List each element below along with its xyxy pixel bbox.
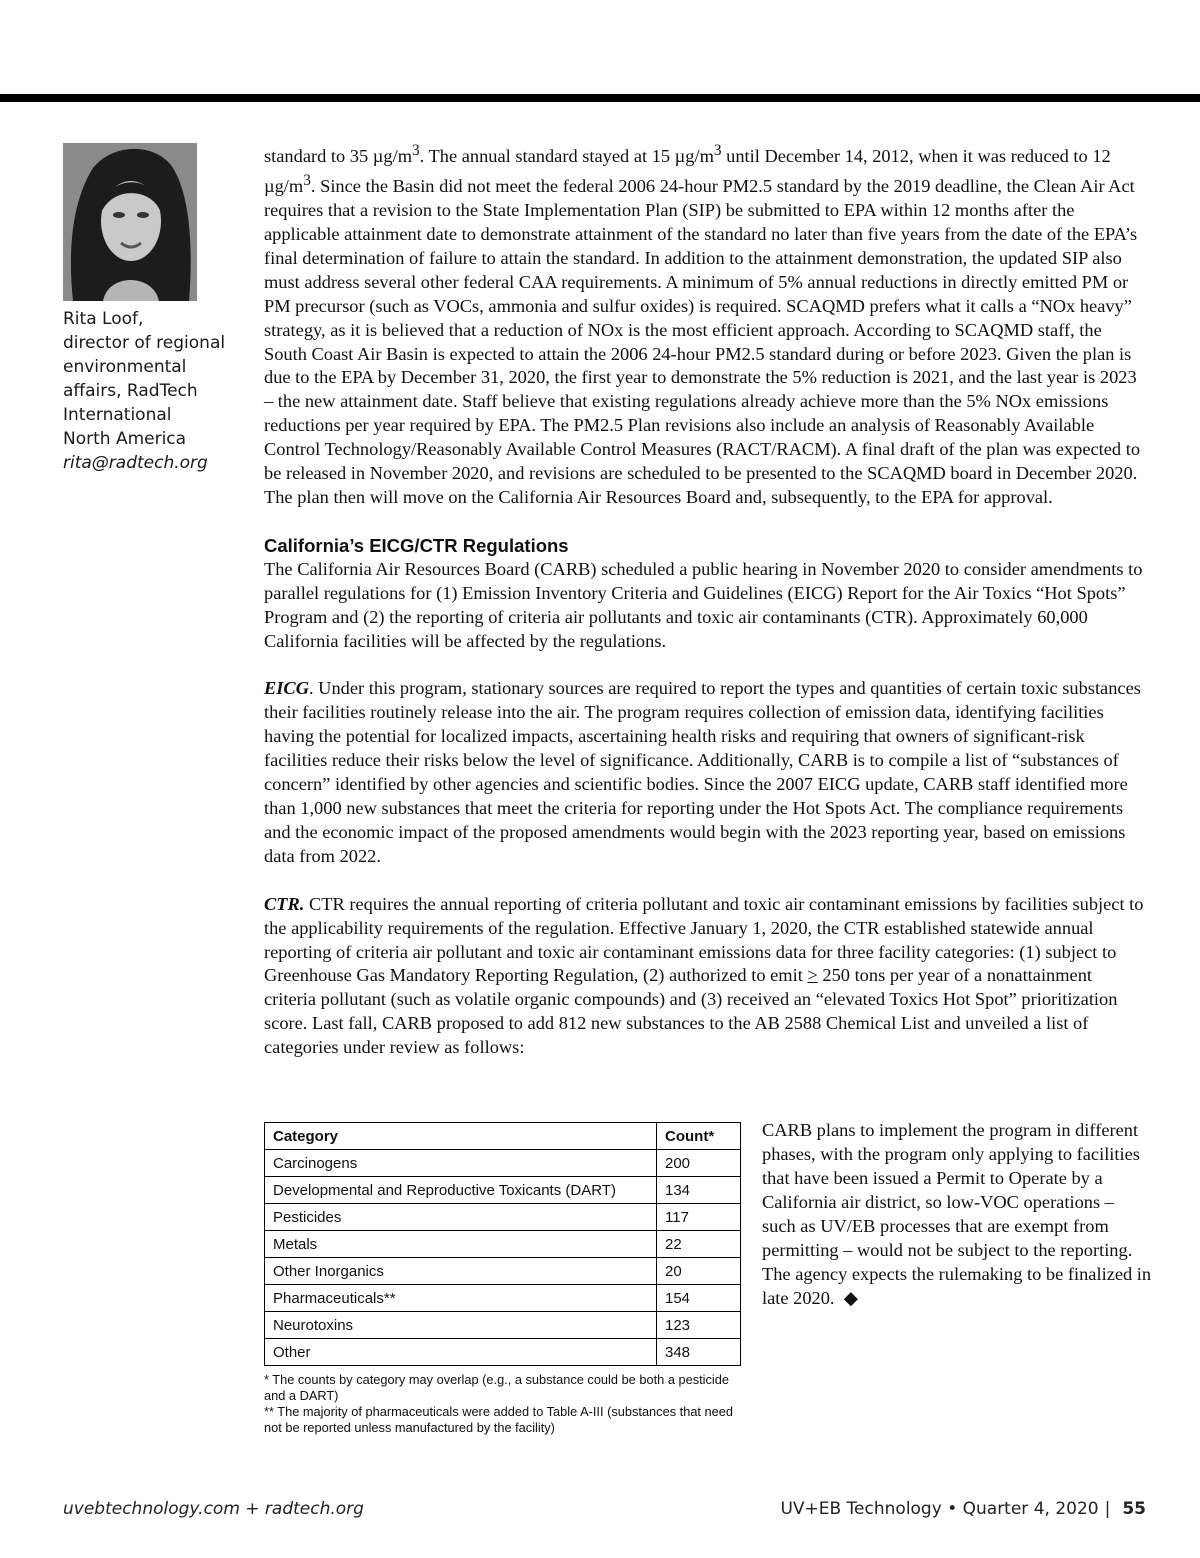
table-header-count: Count* [657, 1123, 741, 1150]
eicg-label: EICG [264, 678, 309, 699]
author-title-line: affairs, RadTech [63, 381, 198, 401]
categories-table [264, 1122, 741, 1366]
section-heading: California’s EICG/CTR Regulations [264, 534, 569, 556]
table-row: Carcinogens 200 [265, 1150, 741, 1177]
author-title-line: North America [63, 429, 187, 449]
table-header-row [265, 1123, 741, 1150]
eicg-paragraph: EICG. Under this program, stationary sources are required to report the types and quantities of certain toxic substances their facilities routinely release into the air. The program requires collection of emission data, identifying facilities having the potential for localized impacts, ascertaining health risks and requiring that owners of significant-risk facilities reduce their risks below the level of significance. Additionally, CARB is to compile a list of “substances of concern” identified by other agencies and scientific bodies. Since the 2007 EICG update, CARB staff identified more than 1,000 new substances that meet the criteria for reporting under the Hot Spots Act. The compliance requirements and the economic impact of the proposed amendments would begin with the 2023 reporting year, based on emissions data from 2022. [264, 678, 1141, 866]
table-row: Pesticides 117 [265, 1204, 741, 1231]
author-sidebar [63, 143, 243, 475]
table-row: Other 348 [265, 1339, 741, 1366]
table-row: Neurotoxins 123 [265, 1312, 741, 1339]
end-diamond-icon: ◆ [843, 1288, 858, 1308]
ctr-paragraph: CTR. CTR requires the annual reporting of criteria pollutant and toxic air contaminant emissions by facilities subject to the applicability requirements of the regulation. Effective January 1, 2020, the CTR established statewide annual reporting of criteria air pollutant and toxic air contaminant emissions data for three facility categories: (1) subject to Greenhouse Gas Mandatory Reporting Regulation, (2) authorized to emit > 250 tons per year of a nonattainment criteria pollutant (such as volatile organic compounds) and (3) received an “elevated Toxics Hot Spot” prioritization score. Last fall, CARB proposed to add 812 new substances to the AB 2588 Chemical List and unveiled a list of categories under review as follows: [264, 893, 1144, 1058]
author-title-line: environmental [63, 357, 187, 377]
footer-websites: uvebtechnology.com + radtech.org [63, 1499, 364, 1519]
page-number: 55 [1122, 1499, 1146, 1519]
author-title-line: director of regional [63, 333, 226, 353]
footer-publication: UV+EB Technology • Quarter 4, 2020 | 55 [780, 1499, 1146, 1519]
closing-paragraph: CARB plans to implement the program in different phases, with the program only applying to facilities that have been issued a Permit to Operate by a California air district, so low-VOC operations – such as UV/EB processes that are exempt from permitting – would not be subject to the reporting. The agency expects the rulemaking to be finalized in late 2020. ◆ [762, 1120, 1152, 1308]
table-footnote: * The counts by category may overlap (e.g., a substance could be both a pesticide and a DART) ** The majority of pharmaceuticals were added to Table A-III (substances that need not be reported unless manufactured by the facility) [264, 1372, 734, 1435]
ctr-label: CTR. [264, 893, 305, 914]
author-email-link[interactable]: rita@radtech.org [63, 453, 208, 473]
intro-paragraph: standard to 35 $\mu g/m^3$. The annual standard stayed at 15 $\mu g/m^3$ until December 14, 2012, when it was reduced to 12 $\mu g/m^3$. Since the Basin did not meet the federal 2006 24-hour PM2.5 standard by the 2019 deadline, the Clean Air Act requires that a revision to the State Implementation Plan (SIP) be submitted to EPA within 12 months after the applicable attainment date to demonstrate attainment of the standard no later than five years from the date of the EPA’s final determination of failure to attain the standard. In addition to the attainment demonstration, the updated SIP also must address several other federal CAA requirements. A minimum of 5% annual reductions in directly emitted PM or PM precursor (such as VOCs, ammonia and sulfur oxides) is required. SCAQMD prefers what it calls a “NOx heavy” strategy, as it is believed that a reduction of NOx is the most efficient approach. According to SCAQMD staff, the South Coast Air Basin is expected to attain the 2006 24-hour PM2.5 standard during or before 2023. Given the plan is due to the EPA by December 31, 2020, the first year to demonstrate the 5% reduction is 2021, and the last year is 2023 – the new attainment date. Staff believe that existing regulations already achieve more than the 5% NOx emissions reductions per year required by EPA. The PM2.5 Plan revisions also include an analysis of Reasonably Available Control Technology/Reasonably Available Control Measures (RACT/RACM). A final draft of the plan was expected to be released in November 2020, and revisions are scheduled to be presented to the SCAQMD board in December 2020. The plan then will move on the California Air Resources Board and, subsequently, to the EPA for approval. [264, 142, 1141, 507]
author-title-line: International [63, 405, 172, 425]
article-body [264, 139, 1148, 1060]
table-header-category: Category [265, 1123, 657, 1150]
table-row: Developmental and Reproductive Toxicants (DART) 134 [265, 1177, 741, 1204]
categories-table-block [264, 1122, 741, 1436]
author-name: Rita Loof, [63, 309, 144, 329]
table-row: Pharmaceuticals** 154 [265, 1285, 741, 1312]
section-paragraph: The California Air Resources Board (CARB) scheduled a public hearing in November 2020 to consider amendments to parallel regulations for (1) Emission Inventory Criteria and Guidelines (EICG) Report for the Air Toxics “Hot Spots” Program and (2) the reporting of criteria air pollutants and toxic air contaminants (CTR). Approximately 60,000 California facilities will be affected by the regulations. [264, 558, 1143, 651]
table-row: Metals 22 [265, 1231, 741, 1258]
table-row: Other Inorganics 20 [265, 1258, 741, 1285]
top-rule [0, 94, 1200, 102]
author-photo [63, 143, 197, 301]
